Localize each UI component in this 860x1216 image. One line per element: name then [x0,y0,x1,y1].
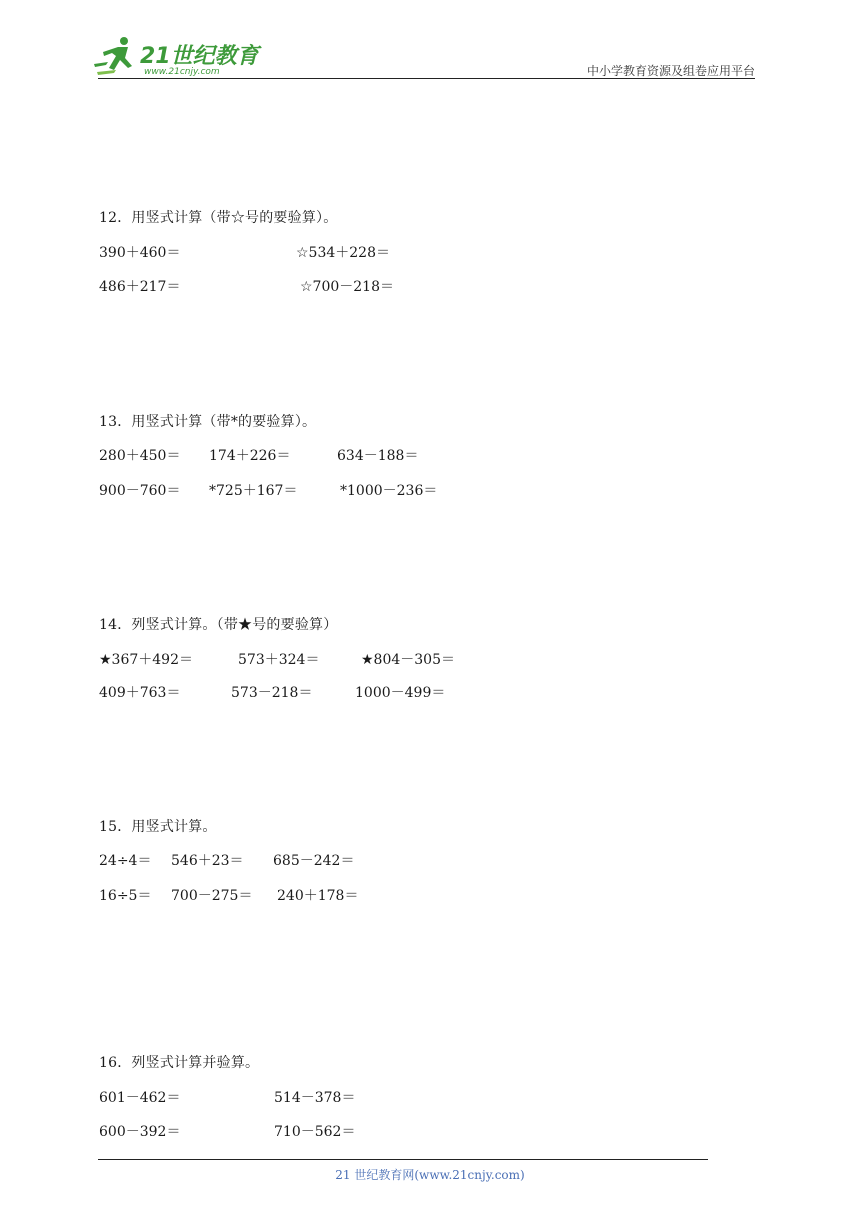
q14-expr: 573＋324＝ [238,652,320,668]
q12-expr: 486＋217＝ [99,279,181,295]
q14-expr: 573－218＝ [231,685,313,701]
site-logo [92,34,262,78]
q13-expr: 280＋450＝ [99,448,181,464]
q16-expr: 600－392＝ [99,1124,181,1140]
footer-text: 21 世纪教育网(www.21cnjy.com) [335,1168,525,1182]
q14-title: 14．列竖式计算。（带★号的要验算） [99,617,338,633]
q15-expr: 546＋23＝ [171,853,244,869]
q12-title: 12．用竖式计算（带☆号的要验算）。 [99,210,338,226]
q16-title: 16．列竖式计算并验算。 [99,1055,260,1071]
q16-expr: 710－562＝ [274,1124,356,1140]
q15-expr: 700－275＝ [171,888,253,904]
q13-title: 13．用竖式计算（带*的要验算）。 [99,414,317,430]
q14-expr: ★367＋492＝ [99,652,193,668]
q13-expr: *725＋167＝ [209,483,298,499]
logo-wordmark: 21世纪教育 [140,44,259,69]
runner-icon [94,37,132,75]
q12-expr: 390＋460＝ [99,245,181,261]
q16-expr: 601－462＝ [99,1090,181,1106]
logo-url: www.21cnjy.com [144,67,220,77]
q15-expr: 240＋178＝ [277,888,359,904]
q13-expr: *1000－236＝ [340,483,438,499]
q13-expr: 900－760＝ [99,483,181,499]
q15-expr: 16÷5＝ [99,888,152,904]
q16-expr: 514－378＝ [274,1090,356,1106]
q13-expr: 174＋226＝ [209,448,291,464]
q14-expr: 409＋763＝ [99,685,181,701]
q14-expr: ★804－305＝ [361,652,455,668]
q12-expr: ☆534＋228＝ [296,245,390,261]
q12-expr: ☆700－218＝ [300,279,394,295]
q15-title: 15．用竖式计算。 [99,819,217,835]
footer-divider [98,1159,708,1160]
header-divider [98,78,755,79]
q13-expr: 634－188＝ [337,448,419,464]
header-tagline: 中小学教育资源及组卷应用平台 [586,64,755,78]
q15-expr: 685－242＝ [273,853,355,869]
q15-expr: 24÷4＝ [99,853,152,869]
q14-expr: 1000－499＝ [355,685,446,701]
